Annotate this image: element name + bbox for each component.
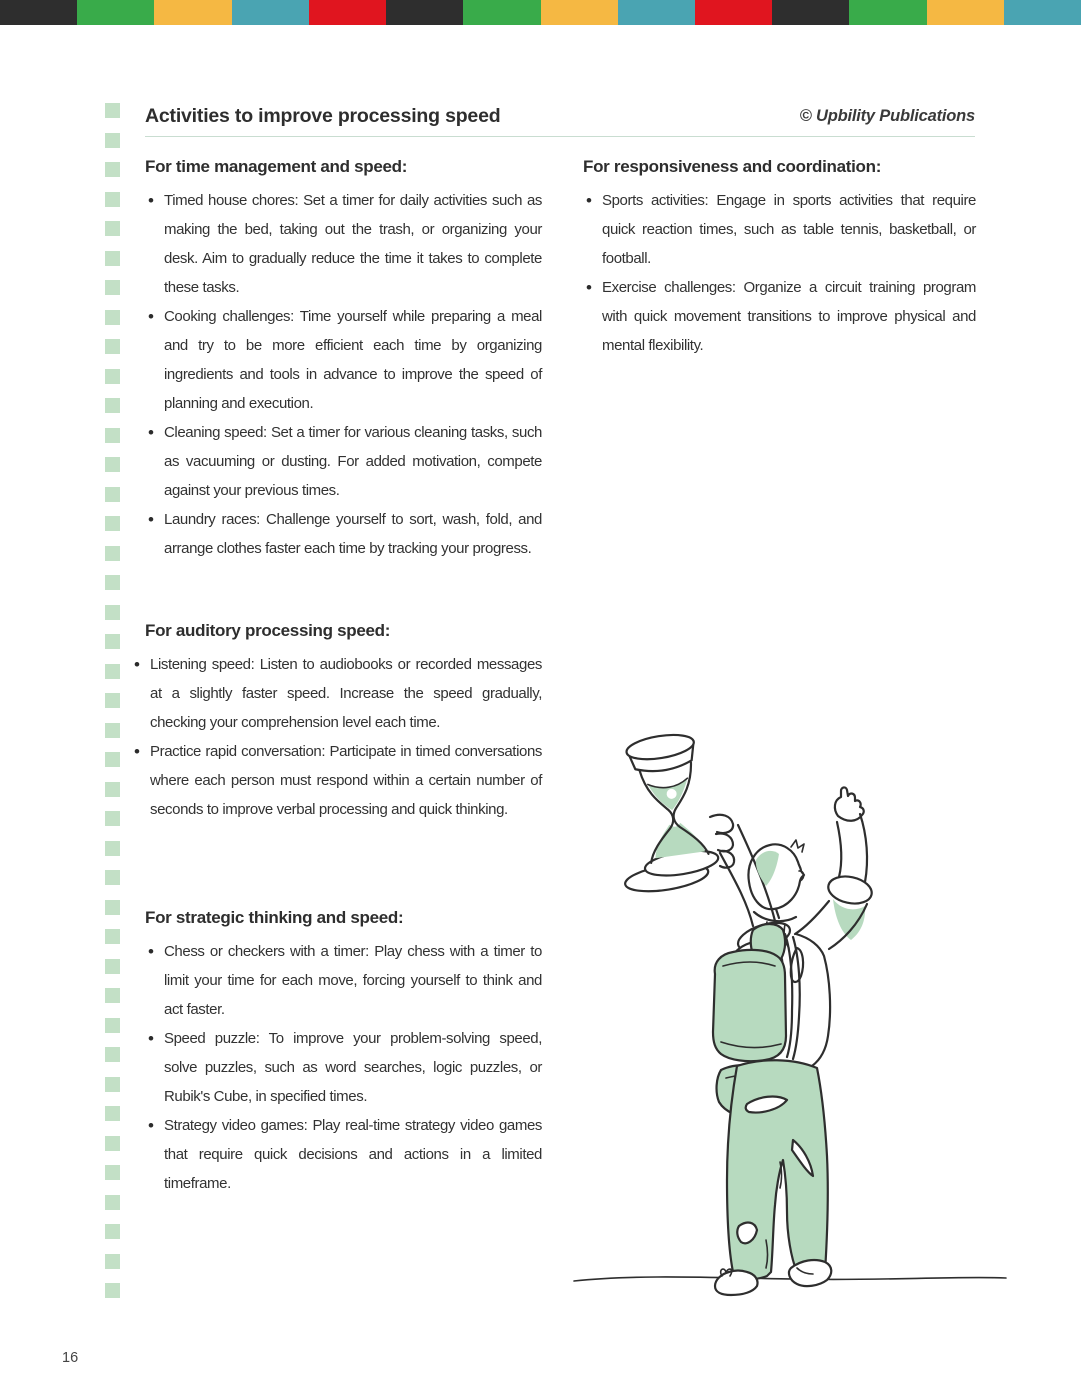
list-item: • Cleaning speed: Set a timer for various cleaning tasks, such as vacuuming or dusting. For added motivation, compete against your previous times. <box>145 418 542 505</box>
color-block <box>386 0 463 25</box>
decor-square <box>105 516 120 531</box>
color-block <box>772 0 849 25</box>
color-block <box>77 0 154 25</box>
decor-square <box>105 959 120 974</box>
decor-square <box>105 457 120 472</box>
color-block <box>154 0 231 25</box>
list-item: • Timed house chores: Set a timer for daily activities such as making the bed, taking out the trash, or organizing your desk. Aim to gradually reduce the time it takes to complete these tasks. <box>145 186 542 302</box>
color-block <box>309 0 386 25</box>
decor-square <box>105 664 120 679</box>
list-item: • Exercise challenges: Organize a circuit training program with quick movement transitions to improve physical and mental flexibility. <box>583 273 976 360</box>
decor-square <box>105 605 120 620</box>
decor-square <box>105 841 120 856</box>
decor-square <box>105 900 120 915</box>
decor-square <box>105 1283 120 1298</box>
decor-square <box>105 634 120 649</box>
top-color-bar <box>0 0 1081 25</box>
color-block <box>0 0 77 25</box>
decor-square <box>105 988 120 1003</box>
section-auditory <box>145 621 542 824</box>
decor-square <box>105 103 120 118</box>
person-hourglass-illustration <box>570 718 1010 1300</box>
decor-square <box>105 1224 120 1239</box>
list-item: • Speed puzzle: To improve your problem-solving speed, solve puzzles, such as word searches, logic puzzles, or Rubik's Cube, in specified times. <box>145 1024 542 1111</box>
section-heading: For auditory processing speed: <box>145 621 391 640</box>
list-item: • Chess or checkers with a timer: Play chess with a timer to limit your time for each move, forcing yourself to think and act faster. <box>145 937 542 1024</box>
page-number: 16 <box>62 1350 79 1366</box>
section-heading: For strategic thinking and speed: <box>145 908 404 927</box>
color-block <box>232 0 309 25</box>
color-block <box>541 0 618 25</box>
decor-square <box>105 693 120 708</box>
hourglass-person-line-art <box>570 718 1010 1300</box>
decor-square <box>105 339 120 354</box>
page-title: Activities to improve processing speed <box>145 105 501 127</box>
color-block <box>695 0 772 25</box>
pants <box>727 1060 828 1279</box>
decor-square <box>105 192 120 207</box>
decor-square <box>105 487 120 502</box>
decor-square <box>105 133 120 148</box>
section-strategic <box>145 908 542 1198</box>
color-block <box>927 0 1004 25</box>
decor-square <box>105 1254 120 1269</box>
color-block <box>618 0 695 25</box>
decor-square <box>105 575 120 590</box>
decor-square <box>105 162 120 177</box>
decor-square <box>105 280 120 295</box>
decor-square <box>105 1136 120 1151</box>
decor-square <box>105 369 120 384</box>
header-divider <box>145 136 975 137</box>
section-heading: For time management and speed: <box>145 157 408 176</box>
decor-square <box>105 723 120 738</box>
decor-square <box>105 310 120 325</box>
bullet-list <box>145 937 542 1198</box>
decorative-square-column <box>105 103 120 1298</box>
copyright-text: © Upbility Publications <box>799 107 975 125</box>
decor-square <box>105 870 120 885</box>
list-item: • Strategy video games: Play real-time strategy video games that require quick decisions and actions in a limited timeframe. <box>145 1111 542 1198</box>
decor-square <box>105 546 120 561</box>
decor-square <box>105 1077 120 1092</box>
right-column <box>583 157 976 360</box>
color-block <box>1004 0 1081 25</box>
decor-square <box>105 398 120 413</box>
left-column <box>145 157 542 1198</box>
decor-square <box>105 1165 120 1180</box>
bullet-list <box>583 186 976 360</box>
decor-square <box>105 782 120 797</box>
bullet-list <box>131 650 542 824</box>
decor-square <box>105 221 120 236</box>
decor-square <box>105 1106 120 1121</box>
hourglass-icon <box>603 730 722 896</box>
decor-square <box>105 929 120 944</box>
section-time-management <box>145 157 542 563</box>
section-heading: For responsiveness and coordination: <box>583 157 882 176</box>
list-item: • Cooking challenges: Time yourself while preparing a meal and try to be more efficient each time by organizing ingredients and tools in advance to improve the speed of planning and execution. <box>145 302 542 418</box>
right-arm <box>795 787 874 949</box>
list-item: • Sports activities: Engage in sports activities that require quick reaction times, such as table tennis, basketball, or football. <box>583 186 976 273</box>
decor-square <box>105 1195 120 1210</box>
color-block <box>849 0 926 25</box>
decor-square <box>105 251 120 266</box>
bullet-list <box>145 186 542 563</box>
decor-square <box>105 811 120 826</box>
decor-square <box>105 1047 120 1062</box>
decor-square <box>105 428 120 443</box>
list-item: • Practice rapid conversation: Participate in timed conversations where each person must respond within a certain number of seconds to improve verbal processing and quick thinking. <box>131 737 542 824</box>
color-block <box>463 0 540 25</box>
list-item: • Laundry races: Challenge yourself to sort, wash, fold, and arrange clothes faster each time by tracking your progress. <box>145 505 542 563</box>
decor-square <box>105 1018 120 1033</box>
section-responsiveness <box>583 157 976 360</box>
list-item: • Listening speed: Listen to audiobooks or recorded messages at a slightly faster speed. Increase the speed gradually, checking your comprehension level each time. <box>131 650 542 737</box>
decor-square <box>105 752 120 767</box>
